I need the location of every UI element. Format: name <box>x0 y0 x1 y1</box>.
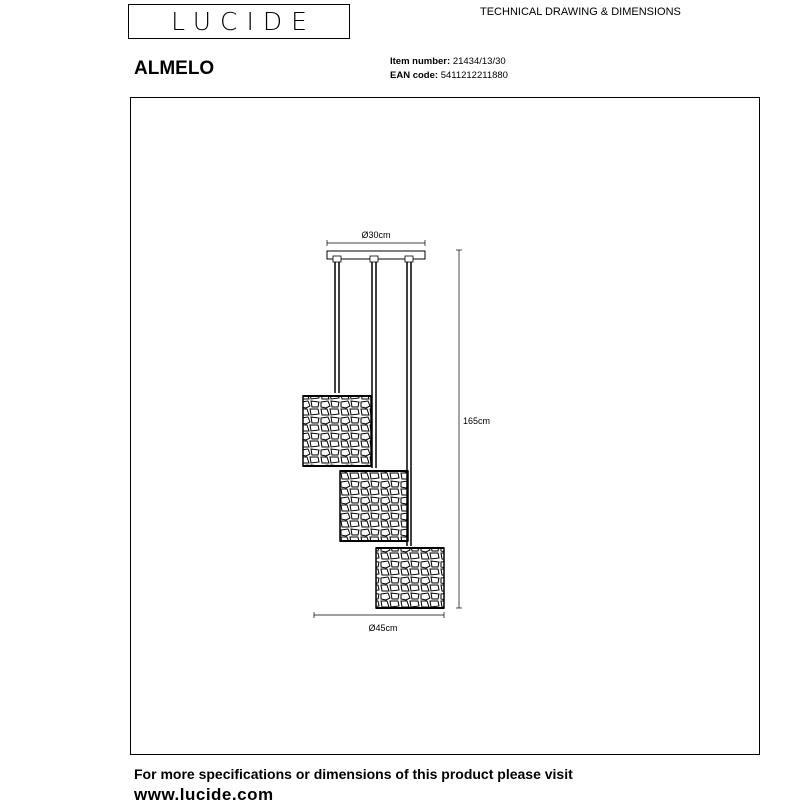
website-link[interactable]: www.lucide.com <box>134 785 274 804</box>
canopy-width-dimension <box>327 230 425 246</box>
ean-code-label: EAN code: <box>390 70 439 81</box>
brand-logo-text: LUCIDE <box>171 7 316 36</box>
height-label: 165cm <box>463 416 491 426</box>
height-dimension <box>456 250 490 608</box>
canopy-width-label: Ø30cm <box>361 230 391 240</box>
lamp-shade-2 <box>340 471 408 541</box>
ean-code-value: 5411212211880 <box>440 70 508 81</box>
item-number-value: 21434/13/30 <box>452 56 506 67</box>
item-number-label: Item number: <box>390 56 451 67</box>
product-name: ALMELO <box>134 58 215 79</box>
total-width-label: Ø45cm <box>368 623 398 633</box>
lamp-shade-1 <box>303 396 371 466</box>
document-title: TECHNICAL DRAWING & DIMENSIONS <box>480 6 681 18</box>
lamp-shade-3 <box>376 548 444 608</box>
footer-info-text: For more specifications or dimensions of this product please visit <box>134 766 573 782</box>
total-width-dimension <box>314 612 444 633</box>
